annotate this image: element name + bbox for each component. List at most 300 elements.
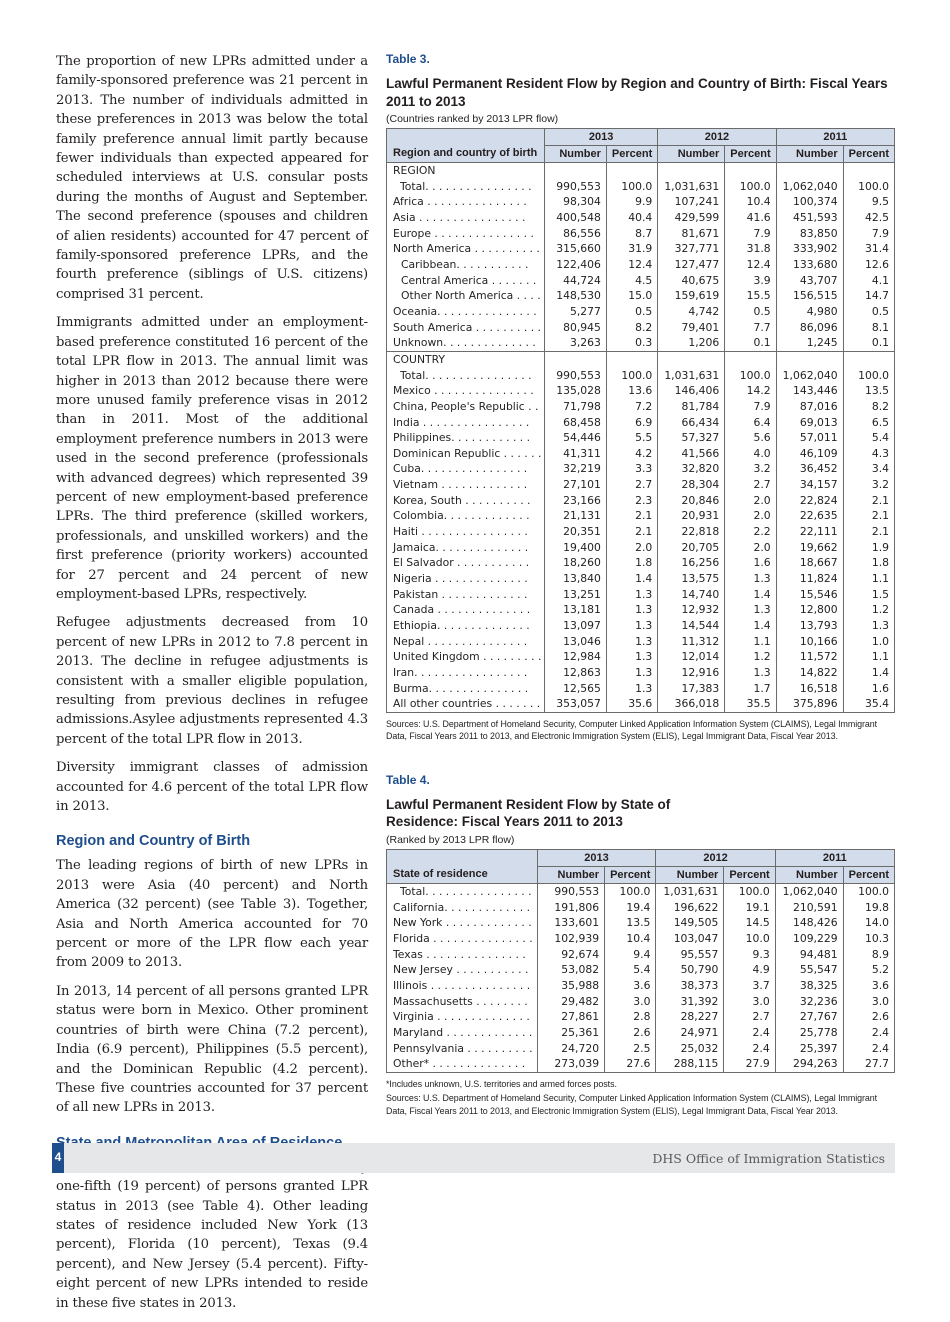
table-row xyxy=(387,649,895,665)
cell-percent: 100.0 xyxy=(605,883,656,899)
cell-number: 25,361 xyxy=(537,1025,604,1041)
empty-cell xyxy=(658,163,725,179)
cell-percent: 2.2 xyxy=(725,524,776,540)
row-label: Caribbean. . . . . . . . . . . xyxy=(401,257,529,271)
paragraph-countries: In 2013, 14 percent of all persons granted LPR status were born in Mexico. Other prominent countries of birth were China (7.2 percent), India (6.9 percent), Philippines (5.5 percent), and the Dominican Republic (4.2 percent). These five countries accounted for 37 percent of all new LPRs in 2013. xyxy=(56,983,368,1116)
empty-cell xyxy=(776,351,843,367)
cell-number: 34,157 xyxy=(776,477,843,493)
empty-cell xyxy=(606,351,657,367)
cell-number: 86,096 xyxy=(776,320,843,336)
cell-number: 13,097 xyxy=(545,618,607,634)
cell-percent: 100.0 xyxy=(725,179,776,195)
cell-number: 44,724 xyxy=(545,273,607,289)
table-row xyxy=(387,618,895,634)
row-label: United Kingdom . . . . . . . . . xyxy=(393,650,542,664)
table-4-year-header: 2013 xyxy=(537,849,656,866)
cell-number: 27,101 xyxy=(545,477,607,493)
table-4-number-header: Number xyxy=(775,866,843,883)
cell-number: 20,351 xyxy=(545,524,607,540)
cell-number: 27,861 xyxy=(537,1009,604,1025)
paragraph-regions: The leading regions of birth of new LPRs in 2013 were Asia (40 percent) and North America (32 percent) (see Table 3). Together, Asia and North America accounted for 70 percent or more of the LPR flow each year from 2009 to 2013. xyxy=(56,858,368,971)
cell-number: 55,547 xyxy=(775,962,843,978)
table-3-year-header: 2011 xyxy=(776,129,894,146)
cell-number: 13,251 xyxy=(545,587,607,603)
cell-percent: 5.4 xyxy=(605,962,656,978)
cell-percent: 1.3 xyxy=(725,571,776,587)
cell-percent: 1.1 xyxy=(725,634,776,650)
cell-percent: 10.3 xyxy=(843,931,894,947)
cell-number: 24,720 xyxy=(537,1041,604,1057)
cell-number: 18,667 xyxy=(776,555,843,571)
cell-percent: 8.7 xyxy=(606,226,657,242)
cell-number: 4,980 xyxy=(776,304,843,320)
cell-number: 32,820 xyxy=(658,461,725,477)
cell-percent: 0.1 xyxy=(843,335,894,351)
cell-percent: 2.4 xyxy=(843,1041,894,1057)
cell-percent: 8.2 xyxy=(843,399,894,415)
cell-percent: 40.4 xyxy=(606,210,657,226)
row-label: Texas . . . . . . . . . . . . . . . xyxy=(393,947,526,961)
cell-percent: 1.3 xyxy=(725,602,776,618)
cell-number: 19,662 xyxy=(776,540,843,556)
row-label: New Jersey . . . . . . . . . . . xyxy=(393,963,529,977)
cell-percent: 1.3 xyxy=(606,587,657,603)
cell-number: 14,740 xyxy=(658,587,725,603)
cell-number: 135,028 xyxy=(545,383,607,399)
empty-cell xyxy=(843,163,894,179)
cell-number: 35,988 xyxy=(537,978,604,994)
cell-number: 20,931 xyxy=(658,508,725,524)
cell-percent: 100.0 xyxy=(724,883,775,899)
table-3-country-section xyxy=(387,351,895,712)
cell-percent: 9.5 xyxy=(843,194,894,210)
cell-percent: 6.4 xyxy=(725,415,776,431)
cell-percent: 1.2 xyxy=(725,649,776,665)
cell-percent: 9.3 xyxy=(724,947,775,963)
table-row xyxy=(387,241,895,257)
cell-percent: 35.6 xyxy=(606,696,657,712)
table-3-number-header: Number xyxy=(658,146,725,163)
cell-number: 191,806 xyxy=(537,900,604,916)
table-3-number-header: Number xyxy=(545,146,607,163)
empty-cell xyxy=(725,163,776,179)
paragraph-employment-preference: Immigrants admitted under an employment-based preference constituted 16 percent of the total LPR flow in 2013. The annual limit was higher in 2013 than 2012 because there were more unused family preference visas in 2012 than in 2011. Most of the additional employment preference numbers in 2013 were used in the second preference (professionals with advanced degrees) which represented 39 percent of new employment-based preference LPRs. The third preference (skilled workers, professionals, and unskilled workers) and the first preference (priority workers) accounted for 27 percent and 24 percent of new employment-based LPRs, respectively. xyxy=(56,315,368,602)
cell-number: 16,518 xyxy=(776,681,843,697)
section-label: REGION xyxy=(387,163,545,179)
table-row xyxy=(387,947,895,963)
cell-percent: 5.6 xyxy=(725,430,776,446)
cell-percent: 1.3 xyxy=(606,618,657,634)
cell-number: 14,544 xyxy=(658,618,725,634)
table-row xyxy=(387,493,895,509)
table-3-region-section xyxy=(387,163,895,352)
row-label: Burma. . . . . . . . . . . . . . . xyxy=(393,681,529,695)
cell-percent: 7.7 xyxy=(725,320,776,336)
table-3-percent-header: Percent xyxy=(606,146,657,163)
cell-number: 92,674 xyxy=(537,947,604,963)
row-label: Oceania. . . . . . . . . . . . . . . xyxy=(393,304,537,318)
cell-percent: 2.1 xyxy=(843,493,894,509)
cell-percent: 7.2 xyxy=(606,399,657,415)
cell-number: 79,401 xyxy=(658,320,725,336)
cell-number: 94,481 xyxy=(775,947,843,963)
cell-percent: 1.1 xyxy=(843,649,894,665)
cell-percent: 100.0 xyxy=(843,179,894,195)
left-column xyxy=(56,52,368,1322)
cell-number: 20,846 xyxy=(658,493,725,509)
cell-percent: 2.0 xyxy=(725,493,776,509)
cell-number: 15,546 xyxy=(776,587,843,603)
cell-percent: 4.9 xyxy=(724,962,775,978)
row-label: Nigeria . . . . . . . . . . . . . . xyxy=(393,572,528,586)
cell-number: 12,800 xyxy=(776,602,843,618)
cell-number: 1,062,040 xyxy=(775,883,843,899)
table-row xyxy=(387,1056,895,1072)
table-3-number: Table 3. xyxy=(386,52,430,66)
cell-percent: 0.5 xyxy=(843,304,894,320)
cell-number: 5,277 xyxy=(545,304,607,320)
row-label: Africa . . . . . . . . . . . . . . . xyxy=(393,195,527,209)
cell-number: 22,818 xyxy=(658,524,725,540)
cell-number: 148,530 xyxy=(545,288,607,304)
paragraph-refugee-adjustments: Refugee adjustments decreased from 10 percent of new LPRs in 2012 to 7.8 percent in 2013. The decline in refugee adjustments is consistent with a smaller eligible population, resulting from previous declines in refugee admissions.Asylee adjustments represented 4.3 percent of the total LPR flow in 2013. xyxy=(56,615,368,747)
cell-number: 41,566 xyxy=(658,446,725,462)
cell-number: 54,446 xyxy=(545,430,607,446)
table-row xyxy=(387,571,895,587)
cell-number: 57,327 xyxy=(658,430,725,446)
cell-number: 100,374 xyxy=(776,194,843,210)
table-row xyxy=(387,883,895,899)
row-label: Haiti . . . . . . . . . . . . . . . . xyxy=(393,525,528,539)
row-label: Europe . . . . . . . . . . . . . . . xyxy=(393,226,534,240)
table-4-percent-header: Percent xyxy=(605,866,656,883)
row-label: Total. . . . . . . . . . . . . . . . xyxy=(400,368,532,382)
cell-number: 288,115 xyxy=(656,1056,724,1072)
cell-percent: 31.9 xyxy=(606,241,657,257)
cell-percent: 1.3 xyxy=(725,665,776,681)
table-3-rowhead: Region and country of birth xyxy=(387,129,545,163)
table-row xyxy=(387,602,895,618)
cell-number: 27,767 xyxy=(775,1009,843,1025)
table-row xyxy=(387,931,895,947)
cell-number: 159,619 xyxy=(658,288,725,304)
cell-percent: 1.3 xyxy=(843,618,894,634)
row-label: Maryland . . . . . . . . . . . . . xyxy=(393,1025,533,1039)
table-row xyxy=(387,273,895,289)
cell-percent: 2.6 xyxy=(843,1009,894,1025)
cell-number: 127,477 xyxy=(658,257,725,273)
table-4 xyxy=(386,849,895,1073)
cell-percent: 3.0 xyxy=(605,994,656,1010)
row-label: North America . . . . . . . . . . xyxy=(393,242,540,256)
cell-number: 32,219 xyxy=(545,461,607,477)
cell-number: 11,824 xyxy=(776,571,843,587)
cell-percent: 8.1 xyxy=(843,320,894,336)
cell-percent: 15.0 xyxy=(606,288,657,304)
cell-percent: 7.9 xyxy=(725,226,776,242)
cell-number: 1,062,040 xyxy=(776,179,843,195)
cell-percent: 2.0 xyxy=(725,540,776,556)
cell-number: 21,131 xyxy=(545,508,607,524)
cell-number: 53,082 xyxy=(537,962,604,978)
cell-percent: 1.9 xyxy=(843,540,894,556)
cell-percent: 42.5 xyxy=(843,210,894,226)
table-4-footnote: *Includes unknown, U.S. territories and armed forces posts. xyxy=(386,1078,617,1089)
cell-percent: 35.5 xyxy=(725,696,776,712)
cell-number: 13,046 xyxy=(545,634,607,650)
table-row xyxy=(387,1041,895,1057)
cell-number: 69,013 xyxy=(776,415,843,431)
row-label: Florida . . . . . . . . . . . . . . . xyxy=(393,931,533,945)
cell-percent: 2.1 xyxy=(606,524,657,540)
cell-percent: 100.0 xyxy=(725,368,776,384)
row-label: New York . . . . . . . . . . . . . xyxy=(393,916,532,930)
table-row xyxy=(387,257,895,273)
table-row xyxy=(387,555,895,571)
cell-number: 12,916 xyxy=(658,665,725,681)
cell-percent: 4.3 xyxy=(843,446,894,462)
empty-cell xyxy=(658,351,725,367)
empty-cell xyxy=(545,163,607,179)
cell-percent: 1.4 xyxy=(843,665,894,681)
cell-percent: 1.1 xyxy=(843,571,894,587)
cell-number: 28,304 xyxy=(658,477,725,493)
cell-number: 990,553 xyxy=(537,883,604,899)
table-row xyxy=(387,915,895,931)
cell-percent: 3.6 xyxy=(605,978,656,994)
row-label: Korea, South . . . . . . . . . . xyxy=(393,493,531,507)
empty-cell xyxy=(843,351,894,367)
cell-number: 1,206 xyxy=(658,335,725,351)
row-label: Virginia . . . . . . . . . . . . . . xyxy=(393,1010,530,1024)
cell-percent: 4.2 xyxy=(606,446,657,462)
cell-number: 41,311 xyxy=(545,446,607,462)
cell-number: 95,557 xyxy=(656,947,724,963)
table-4-number-header: Number xyxy=(537,866,604,883)
table-row xyxy=(387,978,895,994)
cell-percent: 2.1 xyxy=(843,508,894,524)
table-row xyxy=(387,226,895,242)
cell-number: 29,482 xyxy=(537,994,604,1010)
cell-number: 3,263 xyxy=(545,335,607,351)
cell-number: 81,784 xyxy=(658,399,725,415)
table-row xyxy=(387,540,895,556)
cell-number: 13,181 xyxy=(545,602,607,618)
cell-percent: 2.7 xyxy=(725,477,776,493)
cell-number: 1,031,631 xyxy=(658,179,725,195)
cell-number: 451,593 xyxy=(776,210,843,226)
table-row xyxy=(387,665,895,681)
cell-percent: 2.7 xyxy=(606,477,657,493)
table-3 xyxy=(386,128,895,713)
paragraph-family-preference: The proportion of new LPRs admitted under a family-sponsored preference was 21 percent in 2013. The number of individuals admitted in these preferences in 2013 was below the total family preference annual limit partly because fewer individuals than expected appeared for scheduled interviews at U.S. consular posts during the months of August and September. The second preference (spouses and children of alien residents) accounted for 47 percent of family-sponsored preference LPRs, and the fourth preference (siblings of U.S. citizens) comprised 31 percent. xyxy=(56,54,368,302)
cell-number: 429,599 xyxy=(658,210,725,226)
cell-percent: 100.0 xyxy=(606,368,657,384)
cell-number: 11,572 xyxy=(776,649,843,665)
cell-percent: 31.8 xyxy=(725,241,776,257)
page-footer xyxy=(52,1143,895,1173)
cell-percent: 3.9 xyxy=(725,273,776,289)
row-label: Colombia. . . . . . . . . . . . . xyxy=(393,509,530,523)
table-4-subtitle: (Ranked by 2013 LPR flow) xyxy=(386,833,515,846)
table-row xyxy=(387,461,895,477)
cell-percent: 2.0 xyxy=(725,508,776,524)
table-4-year-header: 2012 xyxy=(656,849,775,866)
cell-percent: 0.1 xyxy=(725,335,776,351)
cell-number: 273,039 xyxy=(537,1056,604,1072)
cell-percent: 8.2 xyxy=(606,320,657,336)
cell-percent: 13.6 xyxy=(606,383,657,399)
table-row xyxy=(387,524,895,540)
row-label: Massachusetts . . . . . . . . xyxy=(393,994,528,1008)
cell-percent: 27.9 xyxy=(724,1056,775,1072)
cell-percent: 1.6 xyxy=(725,555,776,571)
cell-percent: 9.9 xyxy=(606,194,657,210)
cell-percent: 1.4 xyxy=(725,618,776,634)
table-3-year-header: 2012 xyxy=(658,129,776,146)
cell-number: 12,984 xyxy=(545,649,607,665)
cell-percent: 2.7 xyxy=(724,1009,775,1025)
section-label: COUNTRY xyxy=(387,351,545,367)
cell-number: 36,452 xyxy=(776,461,843,477)
cell-percent: 1.2 xyxy=(843,602,894,618)
cell-percent: 3.6 xyxy=(843,978,894,994)
cell-percent: 1.3 xyxy=(606,681,657,697)
cell-percent: 2.4 xyxy=(724,1025,775,1041)
cell-number: 83,850 xyxy=(776,226,843,242)
table-row xyxy=(387,383,895,399)
cell-number: 146,406 xyxy=(658,383,725,399)
cell-percent: 5.5 xyxy=(606,430,657,446)
row-label: India . . . . . . . . . . . . . . . . xyxy=(393,415,530,429)
cell-number: 40,675 xyxy=(658,273,725,289)
cell-number: 148,426 xyxy=(775,915,843,931)
cell-percent: 0.5 xyxy=(606,304,657,320)
heading-region-country: Region and Country of Birth xyxy=(56,833,251,850)
cell-number: 20,705 xyxy=(658,540,725,556)
table-3-block xyxy=(386,52,895,743)
table-3-percent-header: Percent xyxy=(843,146,894,163)
table-row xyxy=(387,634,895,650)
cell-number: 66,434 xyxy=(658,415,725,431)
cell-percent: 1.3 xyxy=(606,634,657,650)
cell-percent: 2.0 xyxy=(606,540,657,556)
row-label: Canada . . . . . . . . . . . . . . xyxy=(393,603,531,617)
cell-percent: 13.5 xyxy=(605,915,656,931)
cell-number: 57,011 xyxy=(776,430,843,446)
cell-number: 1,031,631 xyxy=(658,368,725,384)
cell-percent: 10.4 xyxy=(725,194,776,210)
cell-percent: 2.3 xyxy=(606,493,657,509)
cell-percent: 14.7 xyxy=(843,288,894,304)
row-label: Unknown. . . . . . . . . . . . . . xyxy=(393,336,536,350)
cell-number: 22,635 xyxy=(776,508,843,524)
cell-number: 50,790 xyxy=(656,962,724,978)
cell-percent: 19.1 xyxy=(724,900,775,916)
table-4-body xyxy=(387,883,895,1072)
row-label: Iran. . . . . . . . . . . . . . . . . xyxy=(393,666,528,679)
cell-number: 327,771 xyxy=(658,241,725,257)
row-label: California. . . . . . . . . . . . . xyxy=(393,900,531,914)
cell-percent: 4.5 xyxy=(606,273,657,289)
table-row xyxy=(387,1025,895,1041)
table-4-number-header: Number xyxy=(656,866,724,883)
cell-number: 10,166 xyxy=(776,634,843,650)
cell-number: 133,680 xyxy=(776,257,843,273)
cell-number: 22,824 xyxy=(776,493,843,509)
cell-number: 1,062,040 xyxy=(776,368,843,384)
cell-percent: 1.3 xyxy=(606,649,657,665)
cell-percent: 3.2 xyxy=(725,461,776,477)
cell-percent: 2.8 xyxy=(605,1009,656,1025)
cell-number: 38,325 xyxy=(775,978,843,994)
table-row xyxy=(387,304,895,320)
cell-number: 109,229 xyxy=(775,931,843,947)
page-number: 4 xyxy=(54,1150,62,1164)
table-row xyxy=(387,415,895,431)
cell-number: 990,553 xyxy=(545,368,607,384)
cell-percent: 9.4 xyxy=(605,947,656,963)
row-label: Dominican Republic . . . . . . xyxy=(393,446,542,460)
cell-percent: 19.8 xyxy=(843,900,894,916)
table-4-percent-header: Percent xyxy=(724,866,775,883)
table-row xyxy=(387,446,895,462)
table-row xyxy=(387,368,895,384)
cell-percent: 15.5 xyxy=(725,288,776,304)
cell-number: 98,304 xyxy=(545,194,607,210)
cell-percent: 41.6 xyxy=(725,210,776,226)
row-label: Other North America . . . . xyxy=(401,289,541,303)
cell-number: 103,047 xyxy=(656,931,724,947)
cell-percent: 1.7 xyxy=(725,681,776,697)
cell-percent: 12.4 xyxy=(606,257,657,273)
cell-percent: 2.6 xyxy=(605,1025,656,1041)
table-row xyxy=(387,210,895,226)
cell-number: 31,392 xyxy=(656,994,724,1010)
table-row xyxy=(387,1009,895,1025)
cell-percent: 2.1 xyxy=(843,524,894,540)
cell-number: 17,383 xyxy=(658,681,725,697)
cell-percent: 10.4 xyxy=(605,931,656,947)
table-row xyxy=(387,587,895,603)
table-3-percent-header: Percent xyxy=(725,146,776,163)
cell-percent: 12.6 xyxy=(843,257,894,273)
cell-percent: 8.9 xyxy=(843,947,894,963)
section-label-row xyxy=(387,351,895,367)
row-label: Pakistan . . . . . . . . . . . . . xyxy=(393,587,528,601)
cell-percent: 35.4 xyxy=(843,696,894,712)
cell-percent: 2.4 xyxy=(724,1041,775,1057)
cell-number: 4,742 xyxy=(658,304,725,320)
cell-percent: 6.9 xyxy=(606,415,657,431)
cell-percent: 5.4 xyxy=(843,430,894,446)
cell-number: 143,446 xyxy=(776,383,843,399)
cell-percent: 4.1 xyxy=(843,273,894,289)
cell-number: 12,014 xyxy=(658,649,725,665)
paragraph-diversity: Diversity immigrant classes of admission accounted for 4.6 percent of the total LPR flow in 2013. xyxy=(56,760,368,815)
right-column xyxy=(386,52,895,1117)
empty-cell xyxy=(545,351,607,367)
cell-number: 28,227 xyxy=(656,1009,724,1025)
empty-cell xyxy=(606,163,657,179)
table-3-number-header: Number xyxy=(776,146,843,163)
table-row xyxy=(387,681,895,697)
table-row xyxy=(387,430,895,446)
table-row xyxy=(387,696,895,712)
cell-percent: 14.5 xyxy=(724,915,775,931)
cell-percent: 100.0 xyxy=(843,368,894,384)
cell-number: 294,263 xyxy=(775,1056,843,1072)
